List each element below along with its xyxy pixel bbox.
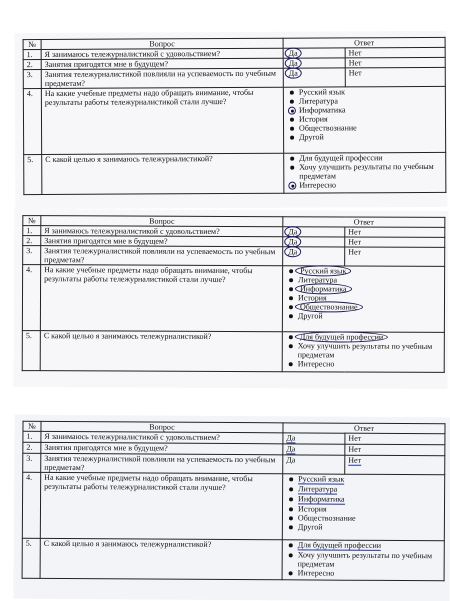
table-row	[23, 246, 445, 267]
row-number: 4.	[22, 472, 40, 538]
question-text: Занятия тележурналистикой повлияли на успеваемость по учебным предметам?	[41, 68, 283, 88]
option-label: Информатика	[300, 284, 347, 294]
bullet-icon	[289, 287, 293, 291]
option-label: Интересно	[299, 180, 337, 190]
answer-yes[interactable]	[283, 444, 345, 455]
bullet-icon	[289, 278, 293, 282]
table-row	[22, 331, 444, 373]
bullet-icon	[290, 166, 294, 170]
option-label: Обществознание	[297, 513, 356, 523]
bullet-icon	[289, 305, 293, 309]
question-text: Я занимаюсь тележурналистикой с удовольствием?	[41, 48, 283, 59]
question-text: С какой целью я занимаюсь тележурналистикой?	[42, 153, 284, 194]
answer-no[interactable]: Нет	[345, 57, 445, 68]
header-question: Вопрос	[41, 421, 283, 432]
questionnaire-sheet-2	[14, 209, 449, 389]
bullet-icon	[289, 571, 293, 575]
yes-label: Да	[288, 48, 298, 58]
option-label: История	[297, 293, 327, 303]
option-label: Обществознание	[299, 123, 357, 133]
answer-options	[283, 86, 445, 153]
bullet-icon	[290, 100, 294, 104]
question-text: На какие учебные предметы надо обращать внимание, чтобы результаты работы тележурналистикой стали лучше?	[40, 472, 282, 539]
option-item[interactable]	[288, 359, 441, 369]
answer-options	[282, 474, 444, 541]
table-row	[23, 86, 445, 154]
row-number: 4.	[22, 265, 40, 331]
question-text: Занятия пригодятся мне в будущем?	[41, 58, 283, 69]
yes-label: Да	[286, 433, 296, 443]
table-row	[23, 67, 445, 88]
option-label: Для будущей профессии	[299, 332, 384, 342]
header-answer: Ответ	[283, 37, 445, 48]
bullet-icon	[289, 335, 293, 339]
answer-no[interactable]: Нет	[345, 433, 445, 445]
answer-yes[interactable]	[283, 48, 345, 58]
row-number: 4.	[23, 88, 41, 154]
answer-no[interactable]: Нет	[345, 444, 445, 456]
bullet-icon	[290, 91, 294, 95]
table-row	[24, 152, 446, 194]
row-number: 2.	[23, 442, 41, 453]
option-label: Другой	[297, 522, 323, 532]
option-label: Русский язык	[300, 266, 347, 276]
no-label: Нет	[348, 455, 362, 465]
answer-yes[interactable]	[283, 247, 345, 266]
question-text: На какие учебные предметы надо обращать внимание, чтобы результаты работы тележурналистикой стали лучше?	[41, 87, 283, 154]
bullet-icon	[289, 525, 293, 529]
bullet-icon	[290, 136, 294, 140]
option-label: Хочу улучшить результаты по учебным предметам	[299, 161, 434, 181]
answer-no[interactable]: Нет	[345, 227, 445, 237]
row-number: 5.	[22, 331, 40, 371]
answer-options	[282, 540, 444, 581]
row-number: 1.	[23, 226, 41, 236]
row-number: 5.	[24, 154, 42, 194]
option-label: Хочу улучшить результаты по учебным предметам	[297, 341, 433, 360]
option-item[interactable]	[288, 568, 441, 578]
answer-yes[interactable]	[283, 433, 345, 444]
header-number: №	[23, 39, 41, 49]
question-text: Я занимаюсь тележурналистикой с удовольствием?	[41, 431, 283, 443]
question-text: Занятия пригодятся мне в будущем?	[41, 442, 283, 454]
option-label: История	[297, 504, 327, 514]
bullet-icon	[289, 477, 293, 481]
bullet-icon	[289, 497, 293, 501]
bullet-icon	[290, 118, 294, 122]
bullet-icon	[289, 487, 293, 491]
bullet-icon	[289, 507, 293, 511]
header-number: №	[23, 421, 41, 431]
option-label: Литература	[298, 275, 338, 285]
header-question: Вопрос	[41, 216, 283, 227]
yes-label: Да	[286, 444, 296, 454]
questionnaire-table	[22, 215, 446, 373]
question-text: Занятия тележурналистикой повлияли на успеваемость по учебным предметам?	[41, 453, 283, 473]
header-answer: Ответ	[283, 217, 445, 228]
bullet-icon	[289, 344, 293, 348]
bullet-icon	[290, 157, 294, 161]
yes-label: Да	[288, 58, 298, 68]
answer-no[interactable]: Нет	[345, 47, 445, 58]
option-label: Информатика	[298, 494, 345, 504]
bullet-icon	[289, 296, 293, 300]
yes-label: Да	[288, 237, 298, 247]
option-item[interactable]	[289, 180, 442, 190]
option-label: Обществознание	[299, 302, 358, 312]
option-label: Интересно	[297, 568, 335, 578]
question-text: Занятия тележурналистикой повлияли на успеваемость по учебным предметам?	[41, 246, 283, 266]
bullet-icon	[289, 543, 293, 547]
yes-label: Да	[288, 247, 298, 257]
yes-label: Да	[288, 68, 298, 78]
option-label: Русский язык	[298, 87, 345, 97]
checked-circle-icon	[288, 182, 296, 190]
row-number: 5.	[22, 538, 40, 578]
table-row	[22, 538, 444, 581]
bullet-icon	[290, 127, 294, 131]
option-label: Информатика	[298, 105, 346, 115]
option-label: Другой	[299, 132, 324, 142]
table-row	[22, 472, 444, 541]
checked-circle-icon	[288, 107, 296, 115]
questionnaire-table	[22, 421, 446, 582]
question-text: Я занимаюсь тележурналистикой с удовольствием?	[41, 226, 283, 237]
answer-options	[282, 332, 444, 373]
option-item[interactable]	[289, 162, 442, 181]
bullet-icon	[289, 269, 293, 273]
option-label: Интересно	[297, 359, 335, 369]
header-number: №	[23, 216, 41, 226]
header-question: Вопрос	[41, 38, 283, 49]
answer-options	[284, 152, 446, 193]
option-item[interactable]	[289, 132, 442, 142]
row-number: 3.	[23, 453, 41, 472]
option-item[interactable]	[288, 522, 441, 532]
answer-yes[interactable]: Да	[283, 455, 345, 474]
option-label: История	[298, 114, 328, 124]
questionnaire-sheet-1	[15, 31, 448, 209]
questionnaire-table	[23, 37, 447, 195]
row-number: 3.	[23, 69, 41, 88]
option-label: Хочу улучшить результаты по учебным предметам	[297, 550, 433, 569]
option-label: Другой	[297, 311, 323, 321]
row-number: 1.	[23, 431, 41, 442]
bullet-icon	[289, 516, 293, 520]
bullet-icon	[289, 314, 293, 318]
option-item[interactable]	[288, 341, 441, 360]
bullet-icon	[289, 553, 293, 557]
question-text: С какой целью я занимаюсь тележурналистикой?	[40, 538, 282, 579]
questionnaire-sheet-3	[13, 415, 450, 601]
answer-no[interactable]: Нет	[345, 237, 445, 247]
table-row	[23, 453, 445, 475]
answer-no[interactable]: Нет	[345, 247, 445, 266]
question-text: На какие учебные предметы надо обращать внимание, чтобы результаты работы тележурналистикой стали лучше?	[40, 265, 282, 332]
answer-options	[282, 266, 444, 333]
yes-label: Да	[288, 227, 298, 237]
row-number: 2.	[23, 236, 41, 246]
answer-yes[interactable]	[283, 58, 345, 68]
header-answer: Ответ	[283, 423, 445, 434]
bullet-icon	[289, 362, 293, 366]
option-item[interactable]	[288, 550, 441, 569]
answer-no[interactable]	[345, 455, 445, 475]
option-label: Литература	[298, 96, 338, 106]
option-label: Для будущей профессии	[297, 540, 382, 550]
option-label: Литература	[298, 484, 338, 494]
row-number: 2.	[23, 59, 41, 69]
row-number: 3.	[23, 246, 41, 265]
question-text: С какой целью я занимаюсь тележурналистикой?	[40, 331, 282, 372]
option-item[interactable]	[288, 311, 441, 321]
row-number: 1.	[23, 49, 41, 59]
question-text: Занятия пригодятся мне в будущем?	[41, 236, 283, 247]
option-label: Для будущей профессии	[299, 153, 383, 163]
table-row	[22, 265, 444, 333]
option-label: Русский язык	[298, 474, 345, 484]
answer-no[interactable]: Нет	[345, 67, 445, 87]
answer-yes[interactable]	[283, 68, 345, 87]
